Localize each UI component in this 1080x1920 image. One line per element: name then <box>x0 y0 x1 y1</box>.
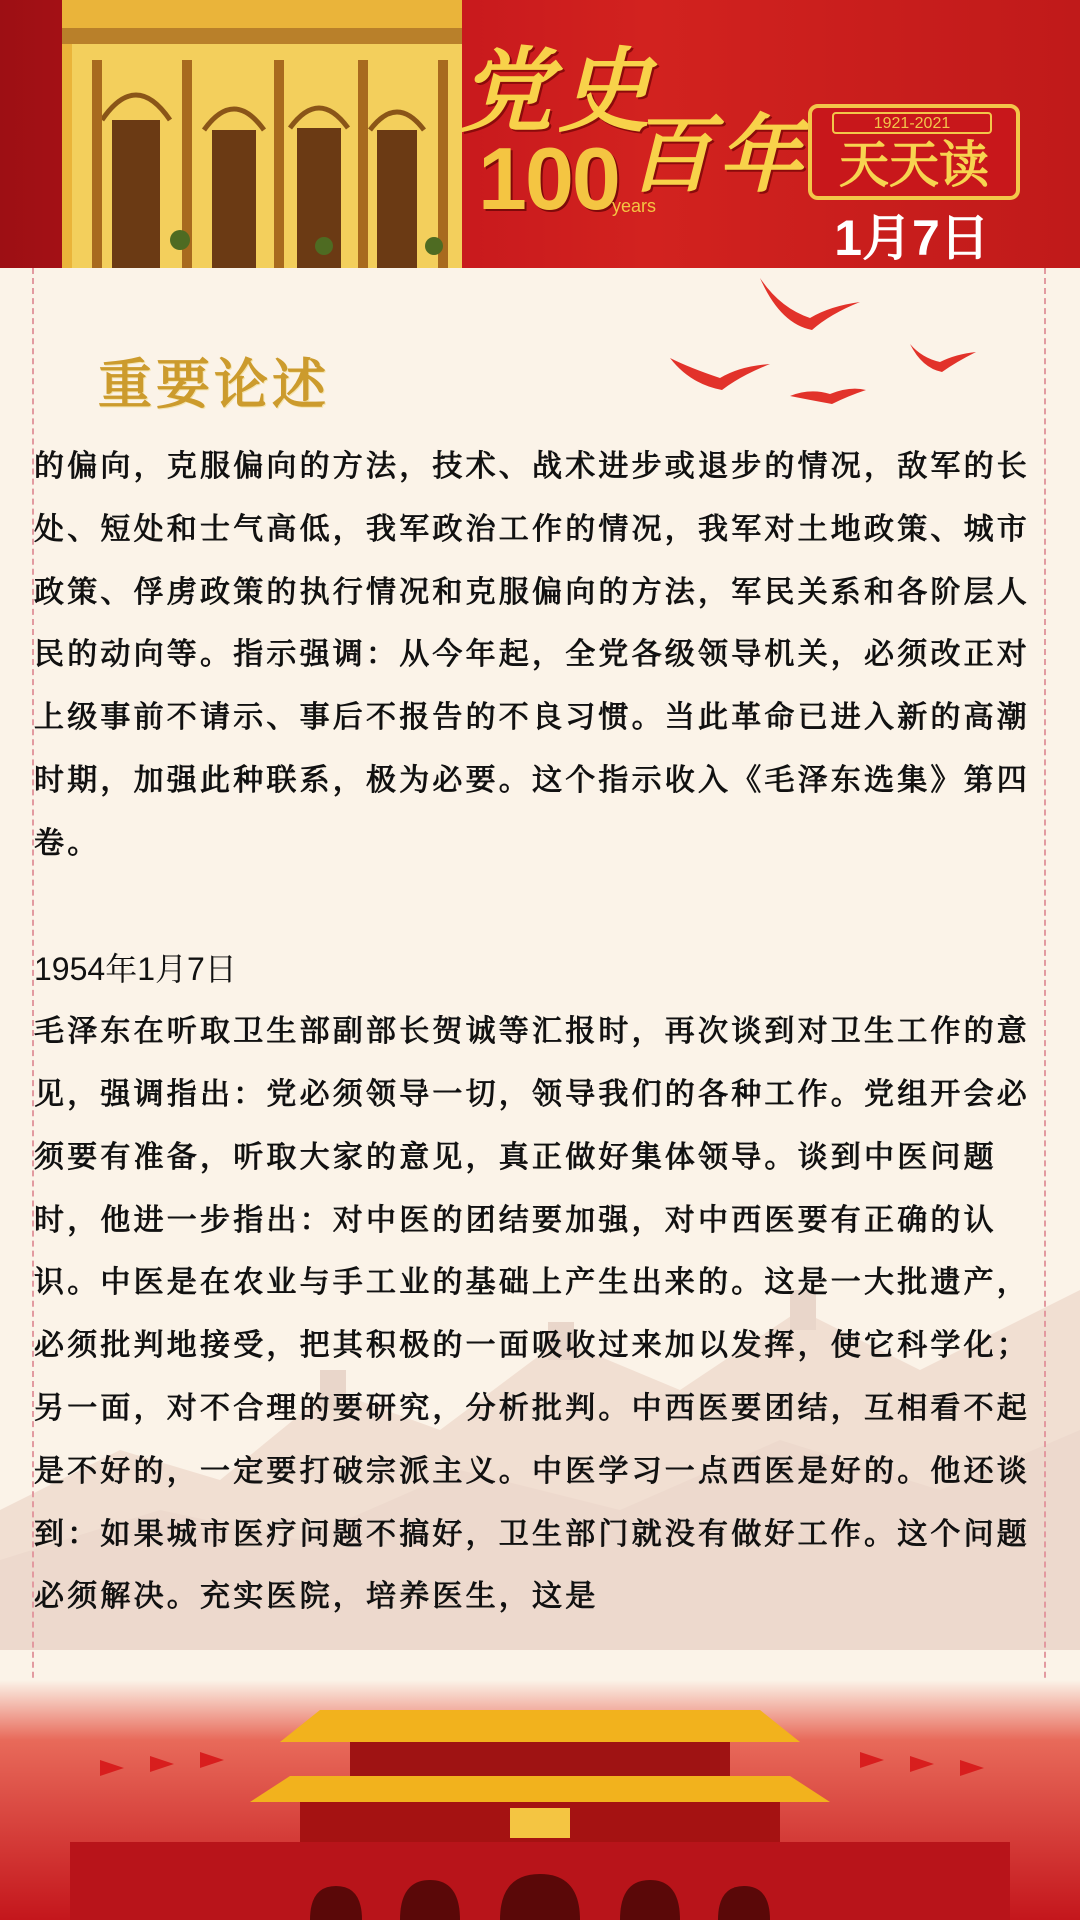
header-years-word: years <box>612 196 657 216</box>
header-100: 100 <box>478 129 619 228</box>
paragraph-gap <box>34 876 1048 939</box>
header-calligraphy-title-2: 百年 <box>628 105 809 204</box>
daily-read-badge <box>808 104 1020 200</box>
header-banner <box>0 0 1080 268</box>
badge-text: 天天读 <box>839 135 989 194</box>
badge-years: 1921-2021 <box>832 112 992 134</box>
header-calligraphy-title: 党史 <box>460 37 657 145</box>
header-date: 1月7日 <box>834 210 990 266</box>
building-photo <box>62 0 462 268</box>
entry-date: 1954年1月7日 <box>34 951 237 988</box>
paragraph-continuation: 的偏向，克服偏向的方法，技术、战术进步或退步的情况，敌军的长处、短处和士气高低，我军政治工作的情况，我军对土地政策、城市政策、俘虏政策的执行情况和克服偏向的方法，军民关系和各阶层人民的动向等。指示强调：从今年起，全党各级领导机关，必须改正对上级事前不请示、事后不报告的不良习惯。当此革命已进入新的高潮时期，加强此种联系，极为必要。这个指示收入《毛泽东选集》第四卷。 <box>34 449 1030 861</box>
section-title: 重要论述 <box>98 352 330 416</box>
building-illustration <box>62 0 462 268</box>
tiananmen-footer <box>0 1680 1080 1920</box>
article-body <box>34 436 1048 1629</box>
birds-decoration <box>660 268 1000 418</box>
entry-text: 毛泽东在听取卫生部副部长贺诚等汇报时，再次谈到对卫生工作的意见，强调指出：党必须领导一切，领导我们的各种工作。党组开会必须要有准备，听取大家的意见，真正做好集体领导。谈到中医问题时，他进一步指出：对中医的团结要加强，对中西医要有正确的认识。中医是在农业与手工业的基础上产生出来的。这是一大批遗产，必须批判地接受，把其积极的一面吸收过来加以发挥，使它科学化；另一面，对不合理的要研究，分析批判。中西医要团结，互相看不起是不好的，一定要打破宗派主义。中医学习一点西医是好的。他还谈到：如果城市医疗问题不搞好，卫生部门就没有做好工作。这个问题必须解决。充实医院，培养医生，这是 <box>34 1014 1030 1615</box>
